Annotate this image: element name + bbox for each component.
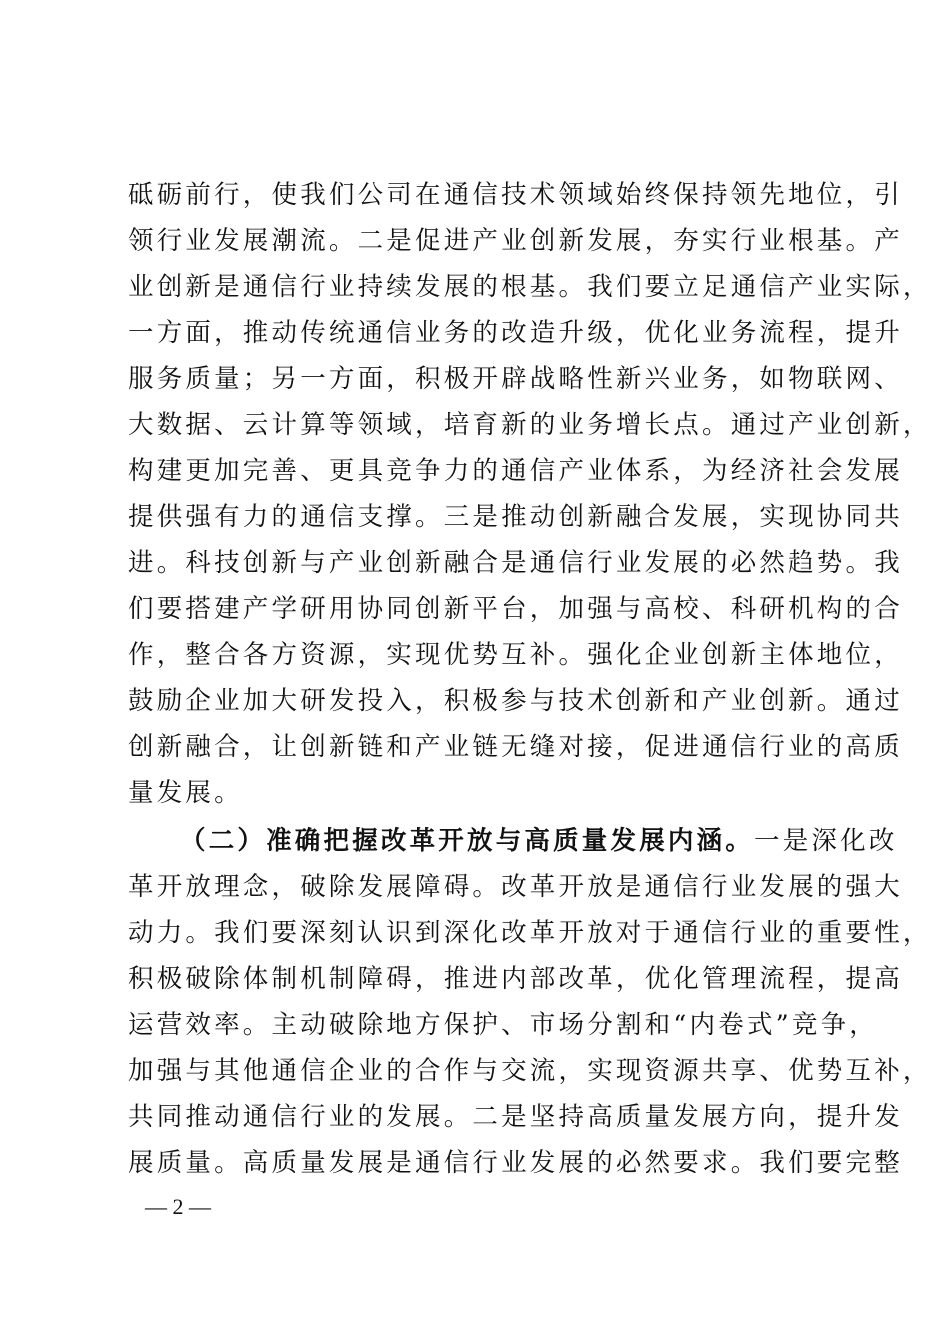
section-heading: （二）准确把握改革开放与高质量发展内涵。: [180, 826, 755, 856]
text-line: 领行业发展潮流。二是促进产业创新发展，夯实行业根基。产: [128, 226, 903, 256]
text-line: 展质量。高质量发展是通信行业发展的必然要求。我们要完整: [128, 1148, 903, 1178]
text-line: 共同推动通信行业的发展。二是坚持高质量发展方向，提升发: [128, 1102, 903, 1132]
text-line: 大数据、云计算等领域，培育新的业务增长点。通过产业创新，: [128, 410, 932, 440]
text-line: 一方面，推动传统通信业务的改造升级，优化业务流程，提升: [128, 318, 903, 348]
text-line: 创新融合，让创新链和产业链无缝对接，促进通信行业的高质: [128, 732, 903, 762]
text-line: 业创新是通信行业持续发展的根基。我们要立足通信产业实际，: [128, 272, 932, 302]
text-line: 量发展。: [128, 778, 243, 808]
text-line: 砥砺前行，使我们公司在通信技术领域始终保持领先地位，引: [128, 180, 903, 210]
text-line: 们要搭建产学研用协同创新平台，加强与高校、科研机构的合: [128, 594, 903, 624]
text-line: 构建更加完善、更具竞争力的通信产业体系，为经济社会发展: [128, 456, 903, 486]
text-line: 鼓励企业加大研发投入，积极参与技术创新和产业创新。通过: [128, 686, 903, 716]
text-line: 提供强有力的通信支撑。三是推动创新融合发展，实现协同共: [128, 502, 903, 532]
text-line: 进。科技创新与产业创新融合是通信行业发展的必然趋势。我: [128, 548, 903, 578]
text-line: 运营效率。主动破除地方保护、市场分割和“内卷式”竞争，: [128, 1010, 878, 1040]
section-first-line-rest: 一是深化改: [754, 826, 898, 856]
text-line: 动力。我们要深刻认识到深化改革开放对于通信行业的重要性，: [128, 918, 932, 948]
text-line: 作，整合各方资源，实现优势互补。强化企业创新主体地位，: [128, 640, 903, 670]
text-line: 加强与其他通信企业的合作与交流，实现资源共享、优势互补，: [128, 1056, 932, 1086]
text-line: 革开放理念，破除发展障碍。改革开放是通信行业发展的强大: [128, 872, 903, 902]
page-number: — 2 —: [145, 1194, 211, 1219]
text-line: 服务质量；另一方面，积极开辟战略性新兴业务，如物联网、: [128, 364, 903, 394]
text-line: 积极破除体制机制障碍，推进内部改革，优化管理流程，提高: [128, 964, 903, 994]
section-first-line: [180, 818, 898, 864]
